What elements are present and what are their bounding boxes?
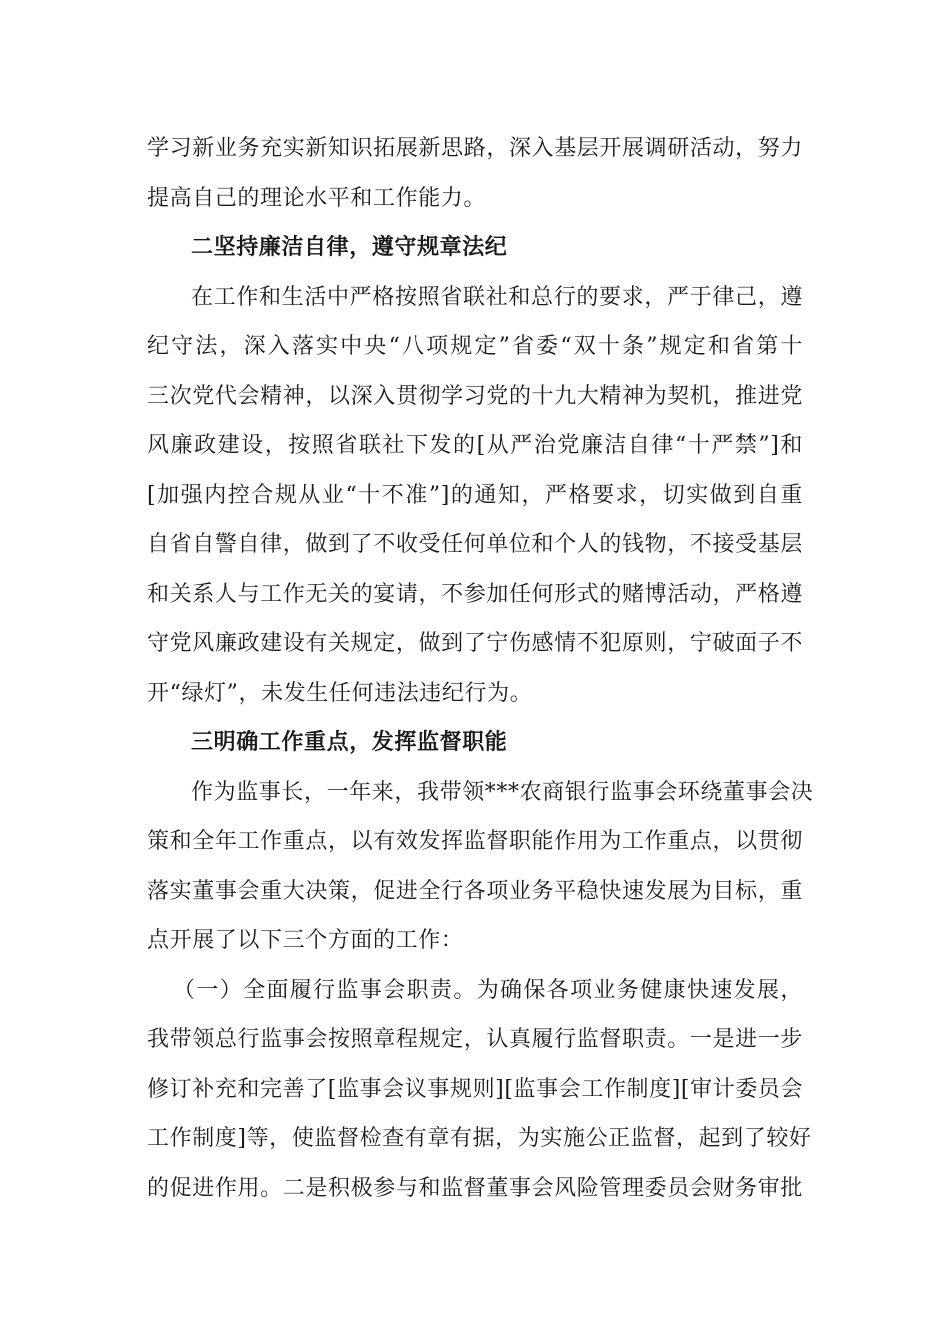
paragraph-line: 的促进作用。二是积极参与和监督董事会风险管理委员会财务审批 bbox=[147, 1175, 803, 1201]
paragraph-line: 自省自警自律，做到了不收受任何单位和个人的钱物，不接受基层 bbox=[147, 532, 803, 557]
paragraph-line: 提高自己的理论水平和工作能力。 bbox=[147, 185, 487, 211]
paragraph-line: 三次党代会精神，以深入贯彻学习党的十九大精神为契机，推进党 bbox=[147, 383, 803, 409]
paragraph-line: 工作制度]等，使监督检查有章有据，为实施公正监督，起到了较好 bbox=[147, 1126, 812, 1151]
paragraph-line: 和关系人与工作无关的宴请，不参加任何形式的赌博活动，严格遵 bbox=[147, 581, 803, 607]
paragraph-line: 修订补充和完善了[监事会议事规则][监事会工作制度][审计委员会 bbox=[147, 1076, 804, 1102]
paragraph-line: [加强内控合规从业“十不准”]的通知，严格要求，切实做到自重 bbox=[147, 482, 803, 508]
document-body bbox=[147, 124, 814, 1213]
paragraph-line: 风廉政建设，按照省联社下发的[从严治党廉洁自律“十严禁”]和 bbox=[147, 433, 803, 458]
paragraph-line: 在工作和生活中严格按照省联社和总行的要求，严于律己，遵 bbox=[191, 284, 803, 310]
paragraph-line: 策和全年工作重点，以有效发挥监督职能作用为工作重点，以贯彻 bbox=[147, 829, 803, 854]
paragraph-line: 纪守法，深入落实中央“八项规定”省委“双十条”规定和省第十 bbox=[147, 334, 803, 359]
paragraph-line: 学习新业务充实新知识拓展新思路，深入基层开展调研活动，努力 bbox=[147, 136, 803, 161]
section-heading: 二坚持廉洁自律，遵守规章法纪 bbox=[191, 234, 508, 260]
paragraph-line: （一）全面履行监事会职责。为确保各项业务健康快速发展， bbox=[173, 977, 803, 1003]
paragraph-line: 落实董事会重大决策，促进全行各项业务平稳快速发展为目标，重 bbox=[147, 878, 803, 904]
paragraph-line: 开“绿灯”，未发生任何违法违纪行为。 bbox=[147, 680, 533, 706]
paragraph-line: 作为监事长，一年来，我带领***农商银行监事会环绕董事会决 bbox=[191, 779, 814, 805]
paragraph-line: 守党风廉政建设有关规定，做到了宁伤感情不犯原则，宁破面子不 bbox=[147, 631, 803, 656]
section-heading: 三明确工作重点，发挥监督职能 bbox=[191, 729, 508, 755]
paragraph-line: 我带领总行监事会按照章程规定，认真履行监督职责。一是进一步 bbox=[147, 1027, 803, 1052]
paragraph-line: 点开展了以下三个方面的工作： bbox=[147, 928, 464, 953]
